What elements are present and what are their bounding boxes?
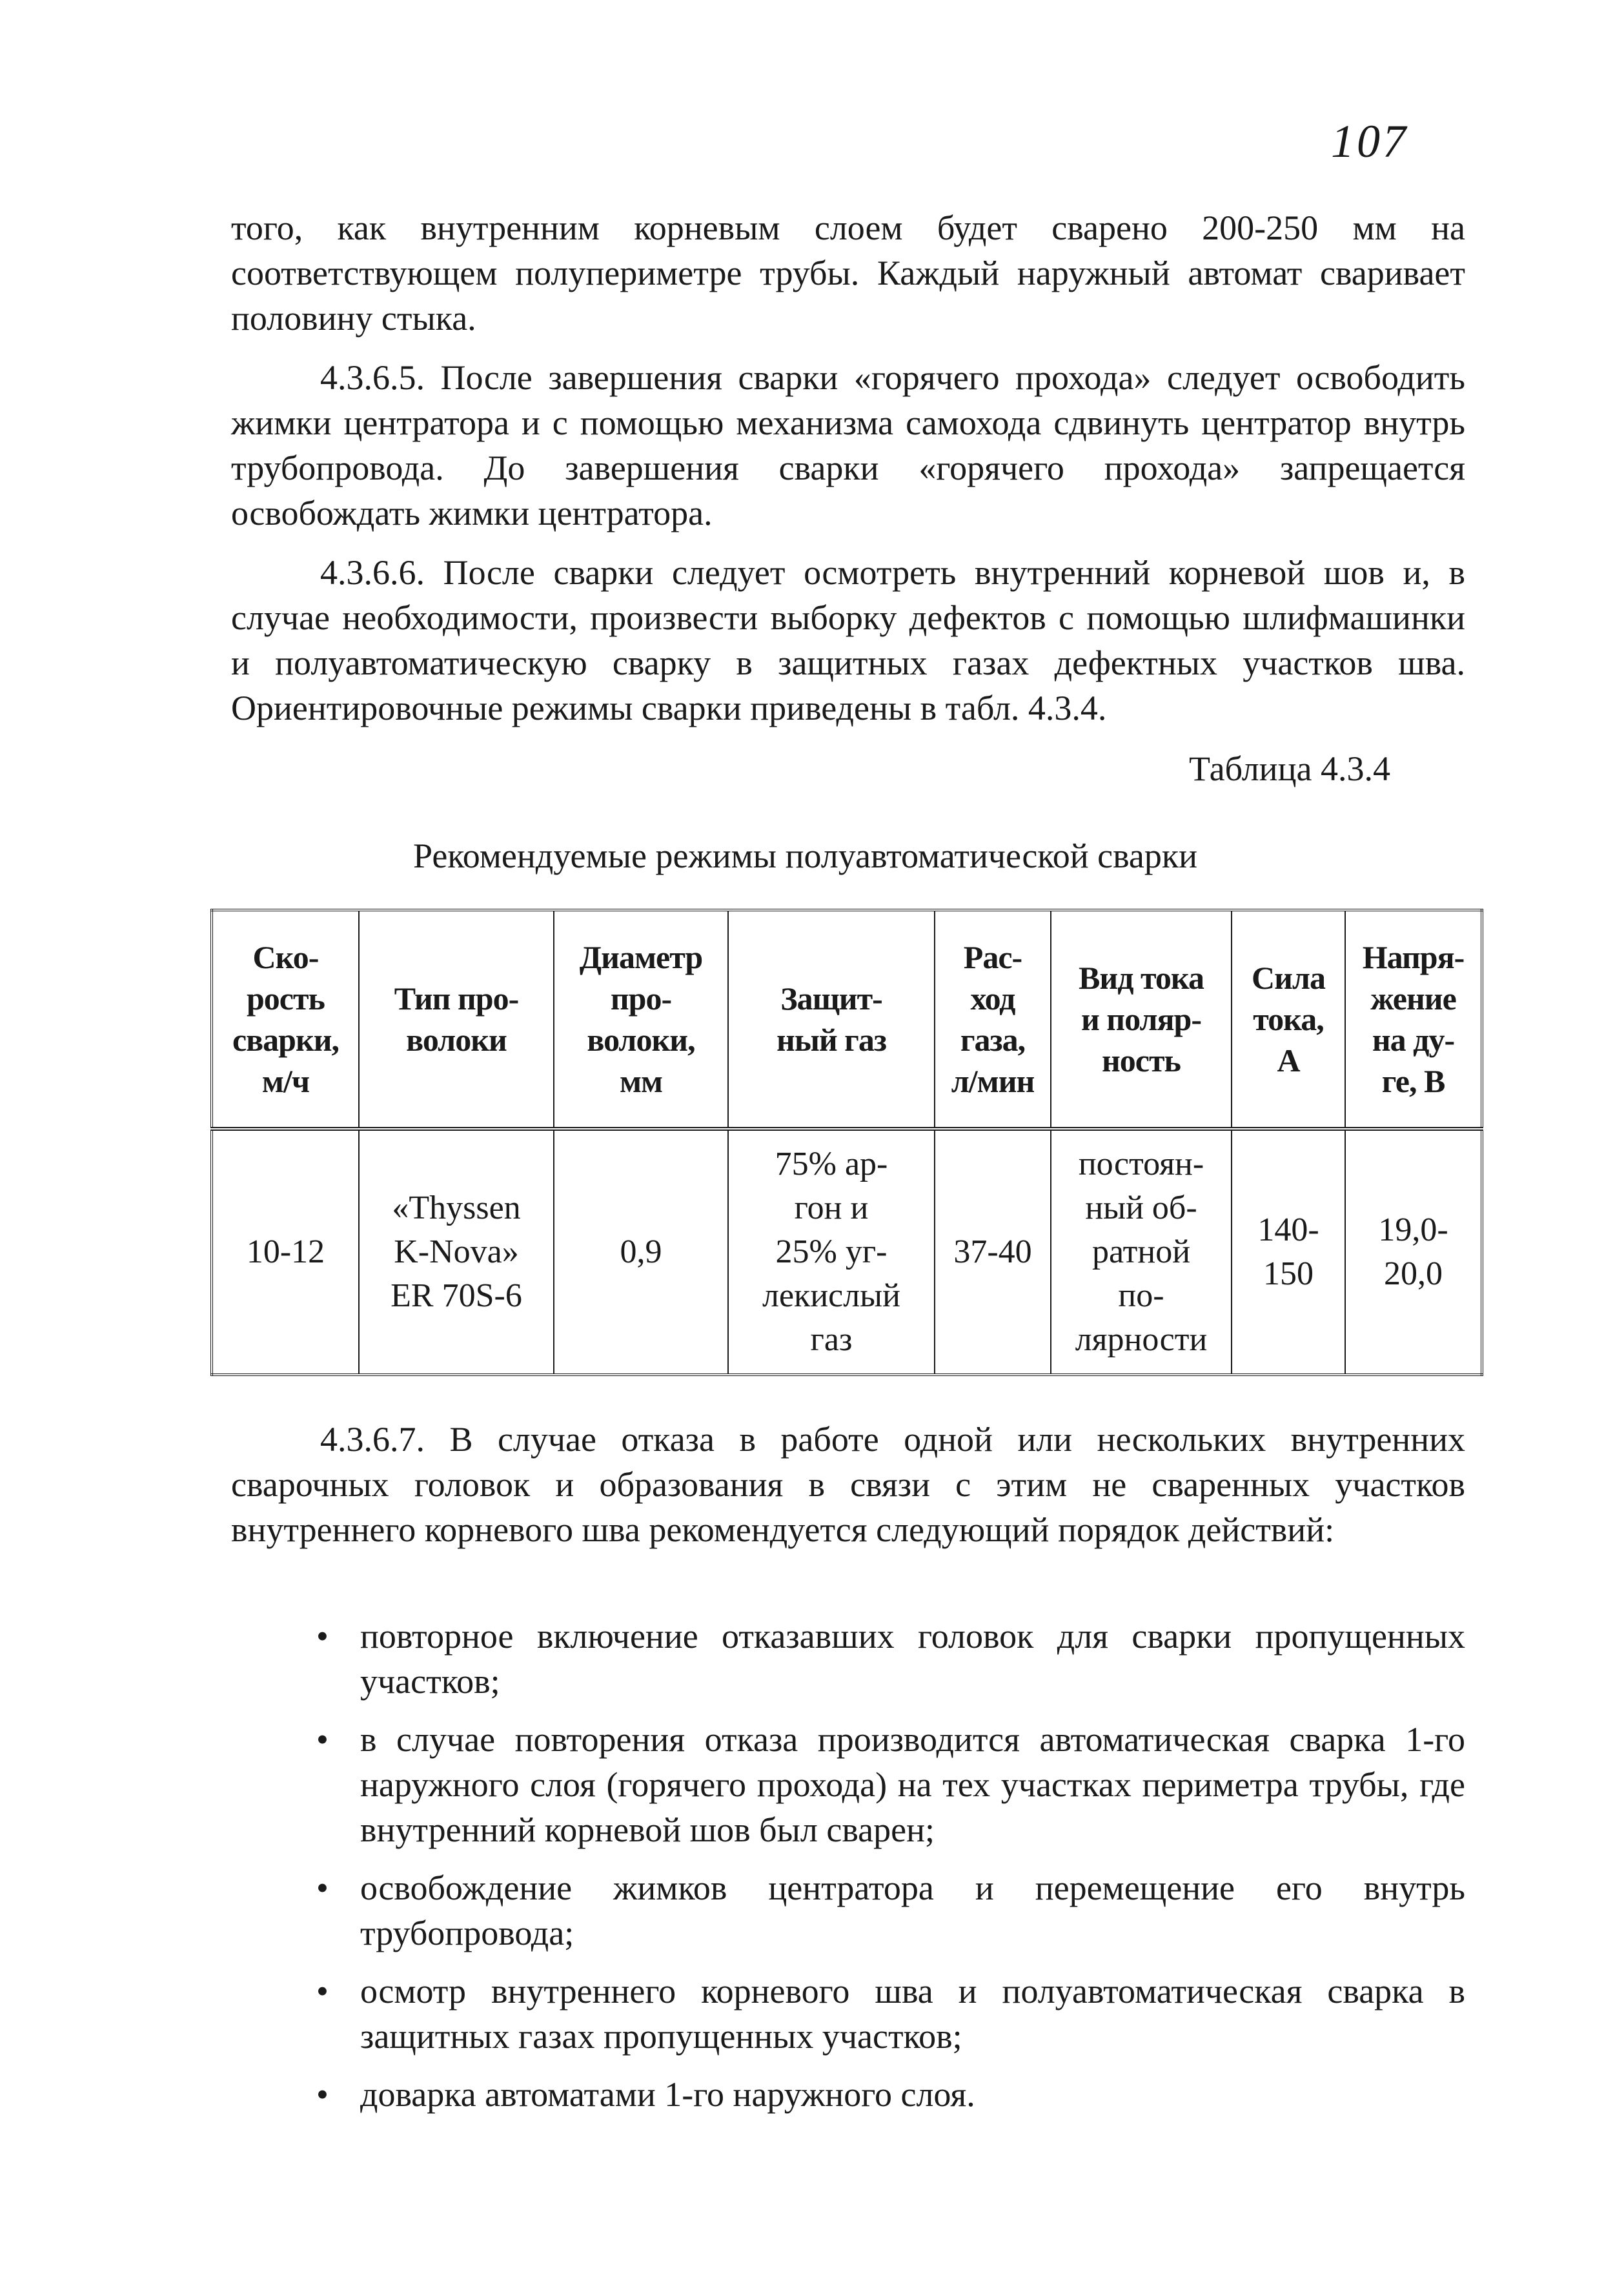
list-item bbox=[316, 1614, 1465, 1704]
cell-shielding-gas: 75% ар- гон и 25% уг- лекислый газ bbox=[728, 1129, 935, 1375]
list-item bbox=[316, 1717, 1465, 1852]
header-welding-speed: Ско- рость сварки, м/ч bbox=[212, 910, 359, 1129]
cell-current-type-polarity: постоян- ный об- ратной по- лярности bbox=[1051, 1129, 1232, 1375]
bullet-icon: • bbox=[316, 2075, 329, 2114]
page-number: 107 bbox=[1331, 116, 1408, 167]
list-item-text: в случае повторения отказа производится автоматическая сварка 1-го наружного слоя (горячего прохода) на тех участках периметра трубы, где внутренний корневой шов был сварен; bbox=[360, 1720, 1465, 1849]
header-current-strength: Сила тока, А bbox=[1232, 910, 1345, 1129]
paragraph-4-3-6-6: 4.3.6.6. После сварки следует осмотреть внутренний корневой шов и, в случае необходимости, произвести выборку дефектов с помощью шлифмашинки и полуавтоматическую сварку в защитных газах дефектных участков шва. Ориентировочные режимы сварки приведены в табл. 4.3.4. bbox=[231, 553, 1465, 727]
header-arc-voltage: Напря- жение на ду- ге, В bbox=[1345, 910, 1482, 1129]
body-text-bottom bbox=[231, 1417, 1465, 1552]
cell-wire-diameter: 0,9 bbox=[554, 1129, 728, 1375]
table-row bbox=[212, 1129, 1482, 1375]
table-caption: Таблица 4.3.4 bbox=[1189, 749, 1390, 788]
list-item bbox=[316, 1865, 1465, 1956]
list-item-text: повторное включение отказавших головок для сварки пропущенных участков; bbox=[360, 1617, 1465, 1701]
paragraph-continuation: того, как внутренним корневым слоем будет сварено 200-250 мм на соответствующем полупериметре трубы. Каждый наружный автомат сваривает половину стыка. bbox=[231, 208, 1465, 338]
cell-gas-flow: 37-40 bbox=[935, 1129, 1051, 1375]
header-shielding-gas: Защит- ный газ bbox=[728, 910, 935, 1129]
cell-wire-type: «Thyssen K-Nova» ER 70S-6 bbox=[359, 1129, 554, 1375]
header-wire-type: Тип про- волоки bbox=[359, 910, 554, 1129]
list-item bbox=[316, 2072, 1465, 2117]
bullet-icon: • bbox=[316, 1720, 329, 1759]
cell-welding-speed: 10-12 bbox=[212, 1129, 359, 1375]
paragraph-4-3-6-7: 4.3.6.7. В случае отказа в работе одной или нескольких внутренних сварочных головок и образования в связи с этим не сваренных участков внутреннего корневого шва рекомендуется следующий порядок действий: bbox=[231, 1420, 1465, 1549]
paragraph-4-3-6-5: 4.3.6.5. После завершения сварки «горячего прохода» следует освободить жимки центратора и с помощью механизма самохода сдвинуть центратор внутрь трубопровода. До завершения сварки «горячего прохода» запрещается освобождать жимки центратора. bbox=[231, 358, 1465, 532]
bullet-icon: • bbox=[316, 1972, 329, 2011]
cell-arc-voltage: 19,0- 20,0 bbox=[1345, 1129, 1482, 1375]
header-gas-flow: Рас- ход газа, л/мин bbox=[935, 910, 1051, 1129]
welding-modes-table bbox=[210, 909, 1483, 1376]
list-item-text: освобождение жимков центратора и перемещение его внутрь трубопровода; bbox=[360, 1869, 1465, 1952]
list-item-text: доварка автоматами 1-го наружного слоя. bbox=[360, 2075, 975, 2114]
table-header-row bbox=[212, 910, 1482, 1129]
cell-current-strength: 140- 150 bbox=[1232, 1129, 1345, 1375]
bullet-icon: • bbox=[316, 1869, 329, 1907]
header-wire-diameter: Диаметр про- волоки, мм bbox=[554, 910, 728, 1129]
list-item-text: осмотр внутреннего корневого шва и полуавтоматическая сварка в защитных газах пропущенных участков; bbox=[360, 1972, 1465, 2056]
list-item bbox=[316, 1969, 1465, 2059]
header-current-type-polarity: Вид тока и поляр- ность bbox=[1051, 910, 1232, 1129]
bullet-icon: • bbox=[316, 1617, 329, 1656]
action-list bbox=[316, 1614, 1465, 2130]
body-text-top bbox=[231, 205, 1465, 731]
table-title: Рекомендуемые режимы полуавтоматической сварки bbox=[413, 836, 1198, 875]
